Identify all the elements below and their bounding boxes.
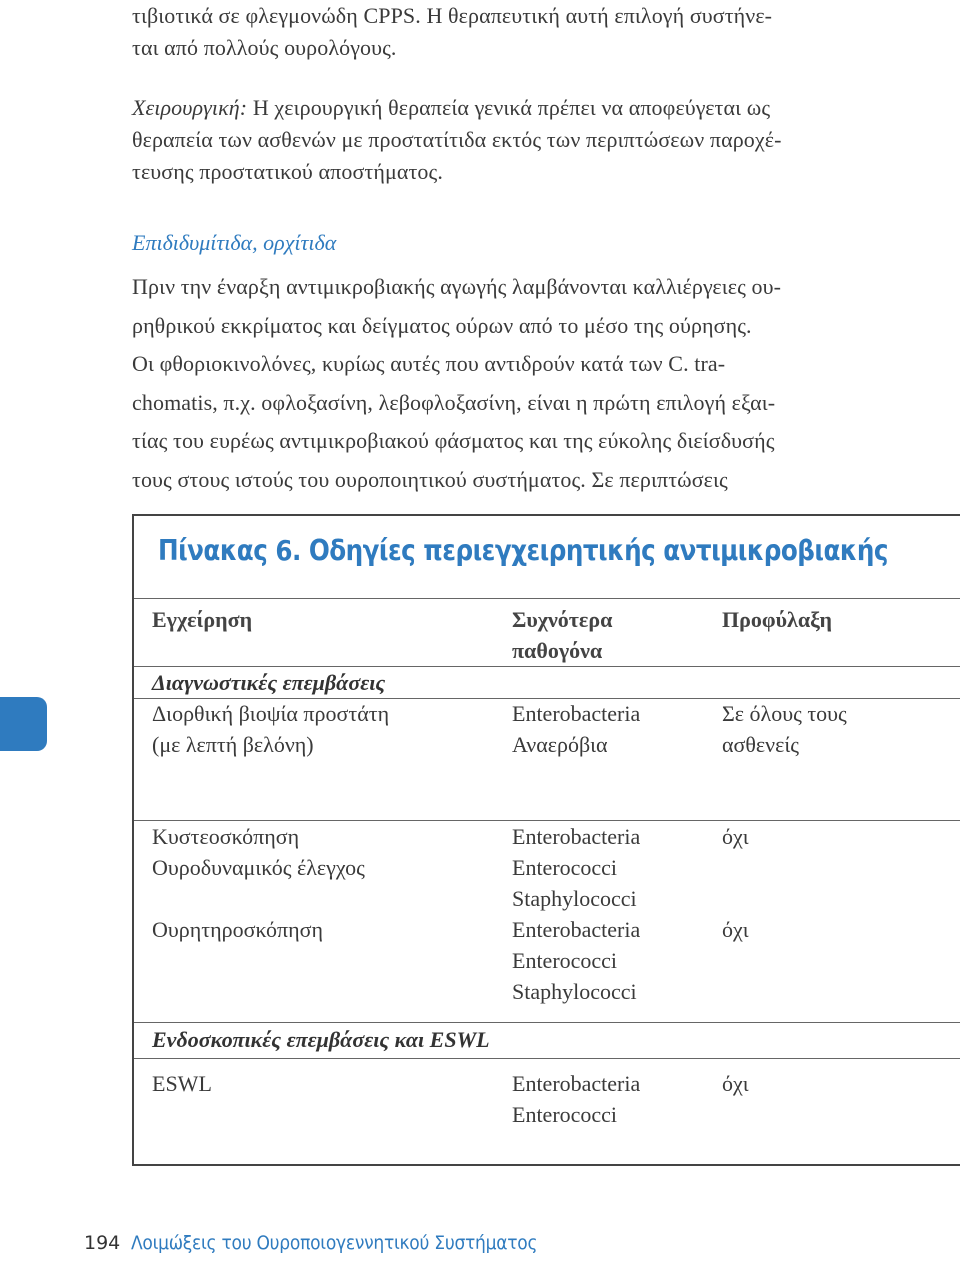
- row3-pathogen: Enterobacteria: [512, 917, 641, 942]
- epididymitis-line: Πριν την έναρξη αντιμικροβιακής αγωγής λαμβάνονται καλλιέργειες ου-: [132, 274, 782, 299]
- section-diagnostic: Διαγνωστικές επεμβάσεις: [152, 670, 386, 695]
- row2-operation-line: Κυστεοσκόπηση: [152, 824, 300, 849]
- section-heading-epididymitis: Επιδιδυμίτιδα, ορχίτιδα: [132, 230, 337, 255]
- epididymitis-line: τους στους ιστούς του ουροποιητικού συστήματος. Σε περιπτώσεις: [132, 466, 728, 492]
- row3-pathogen: Enterococci: [512, 948, 618, 973]
- row3-pathogens: [512, 914, 640, 1007]
- surgery-line: τευσης προστατικού αποστήματος.: [132, 159, 443, 184]
- row2-pathogen: Enterococci: [512, 855, 618, 880]
- row2-pathogen: Staphylococci: [512, 886, 637, 911]
- surgery-paragraph: [132, 92, 872, 188]
- row1-prophylaxis-line: ασθενείς: [722, 732, 799, 757]
- intro-line: ται από πολλούς ουρολόγους.: [132, 35, 397, 60]
- surgery-line: [132, 92, 872, 124]
- epididymitis-line: ρηθρικού εκκρίματος και δείγματος ούρων από το μέσο της ούρησης.: [132, 312, 752, 338]
- row1-pathogen: Enterobacteria: [512, 701, 641, 726]
- row1-pathogens: [512, 698, 640, 760]
- page-number: 194: [84, 1232, 121, 1254]
- row2-operation: [152, 821, 365, 883]
- row4-pathogen: Enterococci: [512, 1102, 618, 1127]
- row2-pathogens: [512, 821, 640, 914]
- row3-prophylaxis: όχι: [722, 917, 749, 942]
- epididymitis-line: chomatis, π.χ. οφλοξασίνη, λεβοφλοξασίνη, είναι η πρώτη επιλογή εξαι-: [132, 389, 776, 415]
- row1-operation-line: (με λεπτή βελόνη): [152, 732, 314, 757]
- header-pathogens: [512, 604, 612, 666]
- header-prophylaxis: Προφύλαξη: [722, 607, 832, 632]
- epididymitis-paragraph: [132, 268, 872, 499]
- row2-operation-line: Ουροδυναμικός έλεγχος: [152, 855, 365, 880]
- row1-pathogen: Αναερόβια: [512, 732, 608, 757]
- row1-operation: [152, 698, 389, 760]
- row2-prophylaxis: όχι: [722, 824, 749, 849]
- row3-operation: Ουρητηροσκόπηση: [152, 917, 324, 942]
- prophylaxis-table: [132, 514, 960, 1166]
- epididymitis-line: Οι φθοριοκινολόνες, κυρίως αυτές που αντιδρούν κατά των C. tra-: [132, 351, 726, 376]
- header-pathogens-line: Συχνότερα: [512, 607, 613, 632]
- table-divider: [134, 598, 960, 599]
- table-divider: [134, 1022, 960, 1023]
- row1-prophylaxis-line: Σε όλους τους: [722, 701, 847, 726]
- table-title: Πίνακας 6. Οδηγίες περιεγχειρητικής αντιμικροβιακής: [158, 534, 888, 567]
- chapter-tab-marker: [0, 697, 47, 751]
- running-footer-title: Λοιμώξεις του Ουροποιογεννητικού Συστήματος: [131, 1232, 538, 1254]
- row1-prophylaxis: [722, 698, 847, 760]
- surgery-text: Η χειρουργική θεραπεία γενικά πρέπει να αποφεύγεται ως: [247, 95, 771, 120]
- header-pathogens-line: παθογόνα: [512, 638, 603, 663]
- row4-prophylaxis: όχι: [722, 1071, 749, 1096]
- surgery-label: Χειρουργική:: [132, 95, 248, 120]
- section-endoscopic: Ενδοσκοπικές επεμβάσεις και ESWL: [152, 1027, 490, 1052]
- intro-line: τιβιοτικά σε φλεγμονώδη CPPS. Η θεραπευτική αυτή επιλογή συστήνε-: [132, 3, 773, 28]
- row1-operation-line: Διορθική βιοψία προστάτη: [152, 701, 390, 726]
- row3-pathogen: Staphylococci: [512, 979, 637, 1004]
- header-operation: Εγχείρηση: [152, 607, 253, 632]
- row4-pathogens: [512, 1068, 640, 1130]
- row4-pathogen: Enterobacteria: [512, 1071, 641, 1096]
- intro-paragraph: [132, 0, 872, 64]
- epididymitis-line: τίας του ευρέως αντιμικροβιακού φάσματος και της εύκολης διείσδυσής: [132, 428, 775, 453]
- row4-operation: ESWL: [152, 1071, 212, 1096]
- row2-pathogen: Enterobacteria: [512, 824, 641, 849]
- table-divider: [134, 1058, 960, 1059]
- surgery-line: θεραπεία των ασθενών με προστατίτιδα εκτός των περιπτώσεων παροχέ-: [132, 127, 782, 152]
